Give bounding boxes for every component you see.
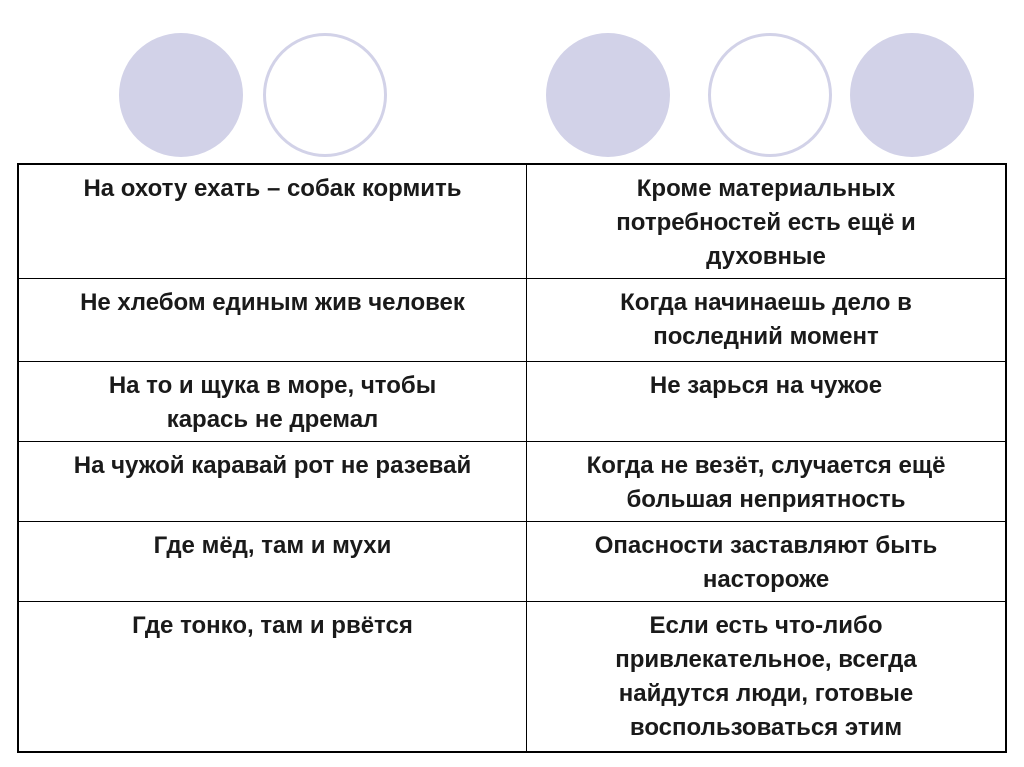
decorative-circle-filled [850,33,974,157]
proverb-cell [18,362,527,442]
meaning-text-line: воспользоваться этим [629,714,903,741]
table-row [18,164,1006,279]
table-row [18,362,1006,442]
meaning-text-line: большая неприятность [626,486,906,513]
decorative-circle-outline [263,33,387,157]
meaning-text-line: последний момент [653,323,879,350]
table-row [18,442,1006,522]
proverb-text-line: карась не дремал [166,406,379,433]
table-row [18,279,1006,362]
meaning-cell [527,164,1007,279]
proverb-cell [18,602,527,752]
meaning-text-line: Когда не везёт, случается ещё [586,452,946,479]
proverb-text-line: Не хлебом единым жив человек [80,289,465,316]
meaning-cell [527,442,1007,522]
meaning-text-line: настороже [702,566,830,593]
meaning-cell [527,522,1007,602]
meaning-cell [527,362,1007,442]
table-row [18,522,1006,602]
meaning-text-line: привлекательное, всегда [615,646,917,673]
proverb-text-line: Где тонко, там и рвётся [132,612,413,639]
proverb-cell [18,279,527,362]
proverb-text-line: На чужой каравай рот не разевай [73,452,472,479]
decorative-circle-filled [546,33,670,157]
meaning-text-line: потребностей есть ещё и [616,209,916,236]
proverb-text-line: На то и щука в море, чтобы [108,372,437,399]
meaning-cell [527,602,1007,752]
proverbs-table-container [17,163,1007,747]
proverbs-table [17,163,1007,753]
proverb-cell [18,522,527,602]
meaning-cell [527,279,1007,362]
proverb-text-line: Где мёд, там и мухи [153,532,392,559]
proverb-text-line: На охоту ехать – собак кормить [83,175,462,202]
proverb-cell [18,164,527,279]
decorative-circle-filled [119,33,243,157]
table-row [18,602,1006,752]
decorative-circle-outline [708,33,832,157]
meaning-text-line: духовные [706,243,826,270]
meaning-text-line: Если есть что-либо [649,612,883,639]
meaning-text-line: найдутся люди, готовые [618,680,914,707]
proverb-cell [18,442,527,522]
meaning-text-line: Когда начинаешь дело в [620,289,912,316]
meaning-text-line: Не зарься на чужое [649,372,883,399]
meaning-text-line: Кроме материальных [636,175,896,202]
meaning-text-line: Опасности заставляют быть [594,532,938,559]
